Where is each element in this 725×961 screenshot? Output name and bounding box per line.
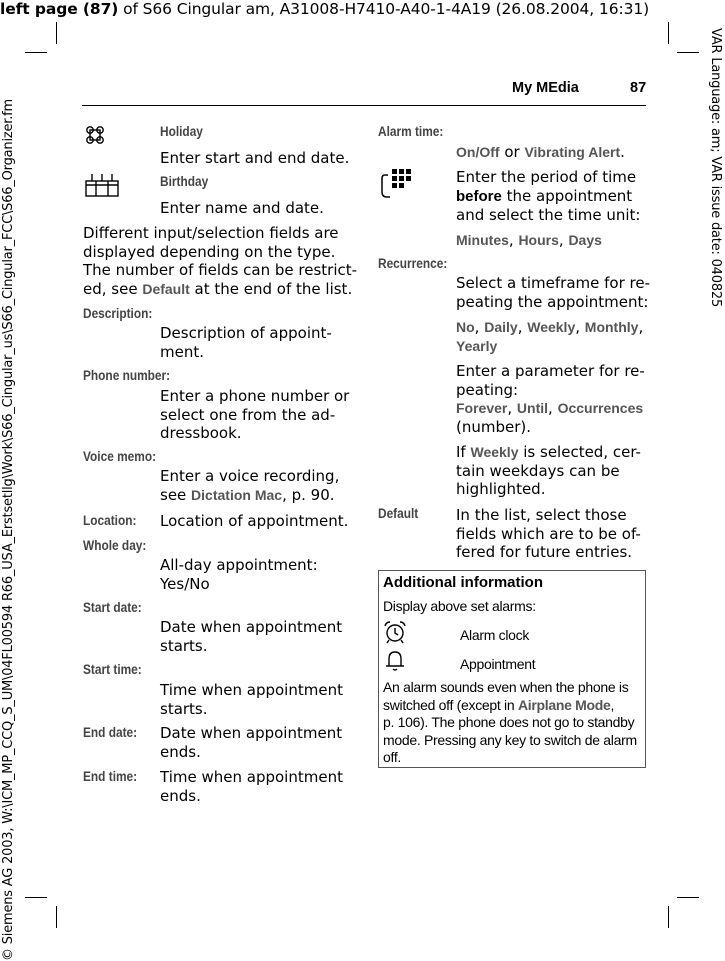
- holiday-text: Enter start and end date.: [160, 149, 350, 167]
- box-title: Additional information: [383, 574, 543, 591]
- description-line: ment.: [160, 342, 204, 361]
- box-note-line: p. 106). The phone does not go to standby: [383, 714, 635, 730]
- running-head-title: My MEdia: [512, 80, 579, 96]
- appointment-bell-icon: [383, 649, 407, 673]
- phone-line: dressbook.: [160, 424, 242, 442]
- default-label: Default: [378, 506, 419, 521]
- weekly-text: [456, 443, 641, 499]
- period-text: [456, 168, 640, 225]
- recurrence-options: [456, 318, 643, 355]
- appointment-label: Appointment: [460, 656, 536, 672]
- document-header: [0, 0, 649, 18]
- alarm-time-text: [456, 143, 625, 162]
- end-date-line: Date when appointment: [160, 724, 343, 742]
- alarm-time-end: .: [620, 143, 625, 161]
- header-rule: [82, 105, 646, 106]
- units-sep: ,: [508, 231, 519, 249]
- time-units: [456, 231, 602, 250]
- start-time-line: Time when appointment: [160, 681, 343, 699]
- end-time-label: End time:: [83, 769, 138, 784]
- intro-text: at the end of the list.: [189, 279, 353, 298]
- default-line: fered for future entries.: [456, 543, 633, 561]
- holiday-icon: [84, 124, 106, 146]
- weekly-keyword: Weekly: [470, 444, 519, 460]
- box-note-line: [383, 697, 645, 715]
- recurrence-label: Recurrence:: [378, 256, 448, 271]
- crop-mark: [25, 52, 47, 53]
- box-note-text: switched off (except in: [383, 696, 518, 713]
- start-date-line: Date when appointment: [160, 618, 343, 636]
- weekly-text-part: is selected, cer-: [518, 443, 641, 461]
- box-note-line: An alarm sounds even when the phone is: [383, 679, 629, 695]
- phone-line: select one from the ad-: [160, 405, 336, 424]
- crop-mark: [668, 22, 669, 44]
- voice-memo-text: [160, 467, 339, 504]
- daily-keyword: Daily: [484, 319, 518, 335]
- param-line: [456, 399, 645, 418]
- crop-mark: [25, 897, 47, 898]
- header-prefix: left page (87): [0, 0, 119, 18]
- alarm-clock-icon: [383, 620, 407, 644]
- phone-line: Enter a phone number or: [160, 387, 350, 405]
- until-keyword: Until: [516, 400, 549, 416]
- yearly-keyword: Yearly: [456, 337, 498, 354]
- occurrences-keyword: Occurrences: [557, 400, 644, 416]
- crop-mark: [56, 906, 57, 928]
- recurrence-line: peating the appointment:: [456, 292, 649, 311]
- options-sep: ,: [638, 318, 644, 336]
- default-line: fields which are to be of-: [456, 524, 641, 543]
- before-keyword: before: [456, 187, 502, 205]
- end-date-label: End date:: [83, 725, 138, 740]
- start-time-text: [160, 681, 343, 718]
- default-text: [456, 506, 641, 562]
- param-sep: ,: [548, 399, 558, 417]
- intro-line: The number of fields can be restrict-: [83, 261, 358, 279]
- dictation-keyword: Dictation Mac: [191, 486, 283, 503]
- param-sep: ,: [507, 399, 517, 417]
- birthday-icon: [84, 172, 120, 198]
- alarm-clock-label: Alarm clock: [460, 627, 530, 643]
- param-line: peating:: [456, 380, 519, 399]
- running-head-page: 87: [630, 80, 647, 96]
- description-line: Description of appoint-: [160, 324, 332, 342]
- description-text: [160, 324, 332, 361]
- intro-line: Different input/selection fields are: [83, 224, 339, 242]
- header-suffix: of S66 Cingular am, A31008-H7410-A40-1-4A19 (26.08.2004, 16:31): [123, 0, 650, 18]
- phone-number-label: Phone number:: [83, 368, 171, 383]
- additional-info-box: [378, 570, 646, 768]
- intro-line: displayed depending on the type.: [83, 242, 336, 261]
- start-date-line: starts.: [160, 636, 208, 655]
- start-date-text: [160, 618, 342, 655]
- param-line: (number).: [456, 417, 532, 436]
- options-sep: ,: [575, 318, 585, 336]
- end-time-line: ends.: [160, 786, 201, 805]
- weekly-text-part: If: [456, 443, 471, 461]
- side-note-language: VAR Language: am; VAR issue date: 040825: [708, 28, 723, 308]
- description-label: Description:: [83, 306, 153, 321]
- box-note-line: off.: [383, 749, 402, 765]
- box-note-line: mode. Pressing any key to switch de alarm: [383, 731, 637, 748]
- alarm-time-label: Alarm time:: [378, 124, 444, 139]
- whole-day-line: Yes/No: [160, 574, 210, 593]
- voice-line: Enter a voice recording,: [160, 467, 340, 485]
- param-line: Enter a parameter for re-: [456, 362, 645, 380]
- start-time-line: starts.: [160, 699, 208, 718]
- period-text-part: the appointment: [501, 186, 633, 205]
- holiday-label: Holiday: [160, 124, 203, 139]
- options-sep: ,: [474, 318, 485, 336]
- birthday-label: Birthday: [160, 174, 209, 189]
- side-note-copyright: © Siemens AG 2003, W:\ICM_MP_CCQ_S_UM\04FL00594 R66_USA_Erstsetllg\Work\S66_Cingular_us\S66_Cingular_FCC\S66_Organizer.fm: [1, 98, 16, 961]
- whole-day-line: All-day appointment:: [160, 556, 318, 574]
- airplane-mode-keyword: Airplane Mode: [517, 696, 611, 713]
- box-note-text: ,: [610, 696, 615, 713]
- intro-text: ed, see: [83, 279, 143, 298]
- period-line: [456, 187, 640, 207]
- vibrating-alert-keyword: Vibrating Alert: [524, 144, 621, 160]
- weekly-line: tain weekdays can be: [456, 461, 620, 480]
- minutes-keyword: Minutes: [456, 232, 509, 248]
- phone-number-text: [160, 387, 349, 443]
- weekly-keyword: Weekly: [527, 319, 576, 335]
- voice-memo-label: Voice memo:: [83, 449, 157, 464]
- start-time-label: Start time:: [83, 662, 142, 677]
- units-sep: ,: [558, 231, 569, 249]
- crop-mark: [56, 22, 57, 44]
- crop-mark: [677, 897, 699, 898]
- location-label: Location:: [83, 513, 137, 528]
- crop-mark: [668, 906, 669, 928]
- crop-mark: [677, 52, 699, 53]
- parameter-text: [456, 362, 645, 436]
- voice-line: [160, 486, 339, 505]
- end-time-text: [160, 768, 343, 805]
- start-date-label: Start date:: [83, 600, 142, 615]
- location-text: Location of appointment.: [160, 512, 349, 530]
- end-date-text: [160, 724, 342, 761]
- days-keyword: Days: [568, 232, 602, 248]
- options-line: [456, 318, 643, 337]
- alarm-time-or: or: [499, 143, 525, 161]
- forever-keyword: Forever: [456, 400, 508, 416]
- end-date-line: ends.: [160, 742, 201, 761]
- weekly-line: [456, 443, 641, 462]
- options-sep: ,: [517, 318, 528, 336]
- monthly-keyword: Monthly: [584, 319, 639, 335]
- whole-day-label: Whole day:: [83, 538, 147, 553]
- voice-text: , p. 90.: [282, 485, 335, 504]
- period-line: Enter the period of time: [456, 168, 637, 186]
- recurrence-line: Select a timeframe for re-: [456, 274, 651, 292]
- voice-text: see: [160, 485, 192, 504]
- recurrence-text: [456, 274, 650, 311]
- whole-day-text: [160, 556, 318, 593]
- box-note: [383, 679, 645, 767]
- birthday-text: Enter name and date.: [160, 199, 324, 217]
- end-time-line: Time when appointment: [160, 768, 343, 786]
- hours-keyword: Hours: [518, 232, 559, 248]
- default-keyword: Default: [142, 280, 190, 297]
- default-line: In the list, select those: [456, 506, 627, 524]
- no-keyword: No: [456, 319, 475, 335]
- intro-line: [83, 280, 357, 299]
- options-line: [456, 337, 643, 356]
- weekly-line: highlighted.: [456, 480, 546, 498]
- intro-paragraph: [83, 224, 357, 298]
- keypad-icon: [379, 166, 411, 200]
- period-line: and select the time unit:: [456, 206, 641, 224]
- box-intro: Display above set alarms:: [383, 598, 536, 614]
- on-off-keyword: On/Off: [456, 144, 500, 160]
